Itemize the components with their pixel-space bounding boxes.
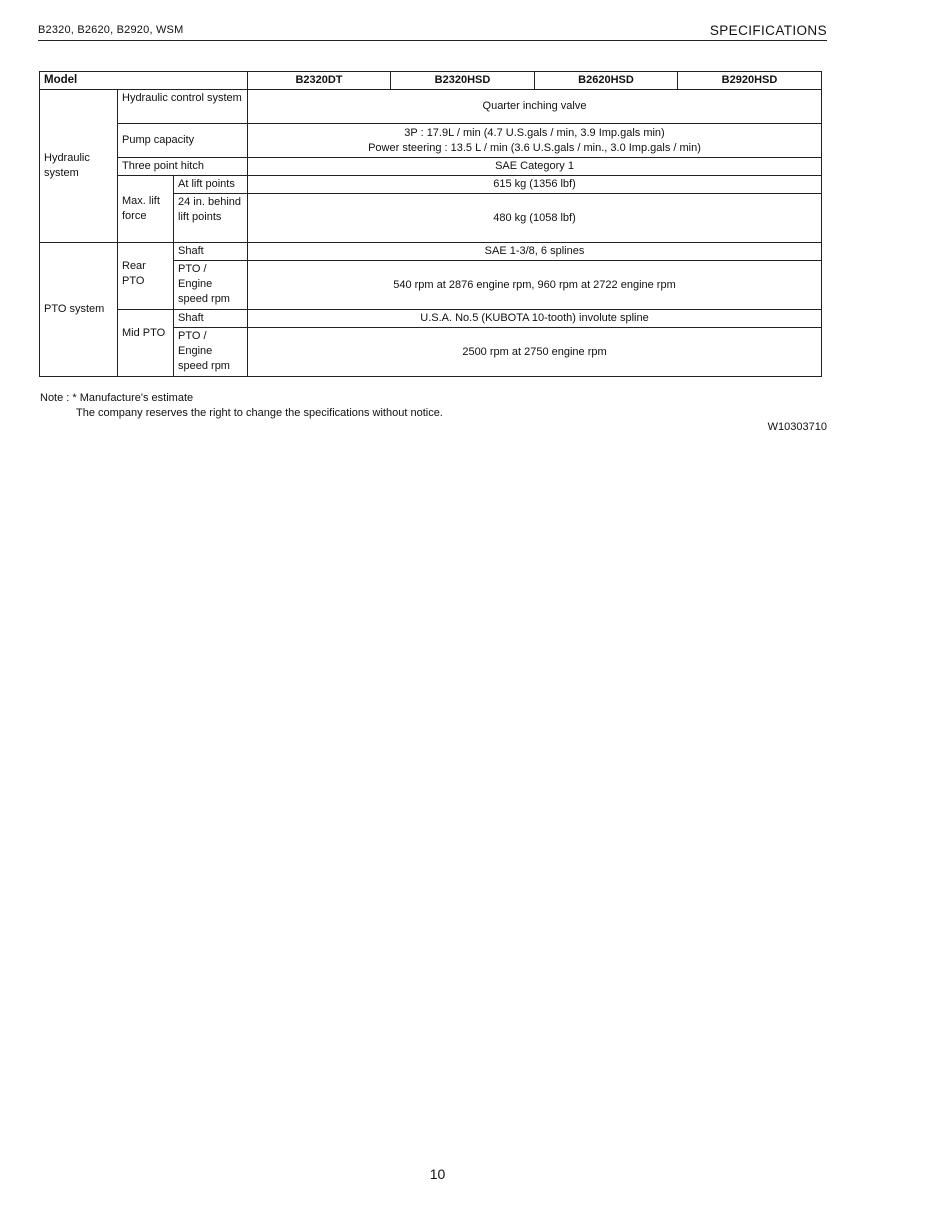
pump-capacity-value [248, 124, 822, 158]
note-disclaimer: The company reserves the right to change the specifications without notice. [76, 407, 443, 419]
section-title: SPECIFICATIONS [709, 23, 827, 38]
max-lift-force-label: Max. lift force [118, 176, 174, 243]
pump-capacity-label: Pump capacity [118, 124, 248, 158]
rear-pto-label: Rear PTO [118, 243, 174, 310]
note-estimate: Note : * Manufacture's estimate [40, 392, 194, 404]
three-point-hitch-label: Three point hitch [118, 158, 248, 176]
document-code: W10303710 [767, 421, 827, 433]
model-b2320dt: B2320DT [248, 72, 391, 90]
mid-pto-speed-label: PTO / Engine speed rpm [174, 328, 248, 377]
table-row [40, 90, 822, 124]
rear-shaft-label: Shaft [174, 243, 248, 261]
pump-capacity-3p: 3P : 17.9L / min (4.7 U.S.gals / min, 3.9 Imp.gals min) [404, 126, 665, 139]
model-header: Model [40, 72, 248, 90]
table-row [40, 176, 822, 194]
rear-pto-speed-label: PTO / Engine speed rpm [174, 261, 248, 310]
specifications-table [39, 71, 822, 377]
rear-pto-speed-value: 540 rpm at 2876 engine rpm, 960 rpm at 2722 engine rpm [248, 261, 822, 310]
at-lift-points-value: 615 kg (1356 lbf) [248, 176, 822, 194]
table-header-row [40, 72, 822, 90]
mid-shaft-value: U.S.A. No.5 (KUBOTA 10-tooth) involute spline [248, 310, 822, 328]
table-row [40, 243, 822, 261]
pto-system-group: PTO system [40, 243, 118, 377]
table-row [40, 158, 822, 176]
mid-shaft-label: Shaft [174, 310, 248, 328]
at-lift-points-label: At lift points [174, 176, 248, 194]
model-b2920hsd: B2920HSD [678, 72, 822, 90]
behind-lift-points-label: 24 in. behind lift points [174, 194, 248, 243]
document-title: B2320, B2620, B2920, WSM [38, 24, 184, 36]
model-b2620hsd: B2620HSD [535, 72, 678, 90]
note [40, 391, 443, 421]
hydraulic-control-label: Hydraulic control system [118, 90, 248, 124]
mid-pto-label: Mid PTO [118, 310, 174, 377]
hydraulic-system-group: Hydraulic system [40, 90, 118, 243]
page-number: 10 [429, 1166, 446, 1182]
three-point-hitch-value: SAE Category 1 [248, 158, 822, 176]
model-b2320hsd: B2320HSD [391, 72, 535, 90]
pump-capacity-power-steering: Power steering : 13.5 L / min (3.6 U.S.gals / min., 3.0 Imp.gals / min) [368, 141, 701, 154]
table-row [40, 310, 822, 328]
behind-lift-points-value: 480 kg (1058 lbf) [248, 194, 822, 243]
hydraulic-control-value: Quarter inching valve [248, 90, 822, 124]
header-divider [38, 40, 827, 41]
rear-shaft-value: SAE 1-3/8, 6 splines [248, 243, 822, 261]
mid-pto-speed-value: 2500 rpm at 2750 engine rpm [248, 328, 822, 377]
table-row [40, 124, 822, 158]
